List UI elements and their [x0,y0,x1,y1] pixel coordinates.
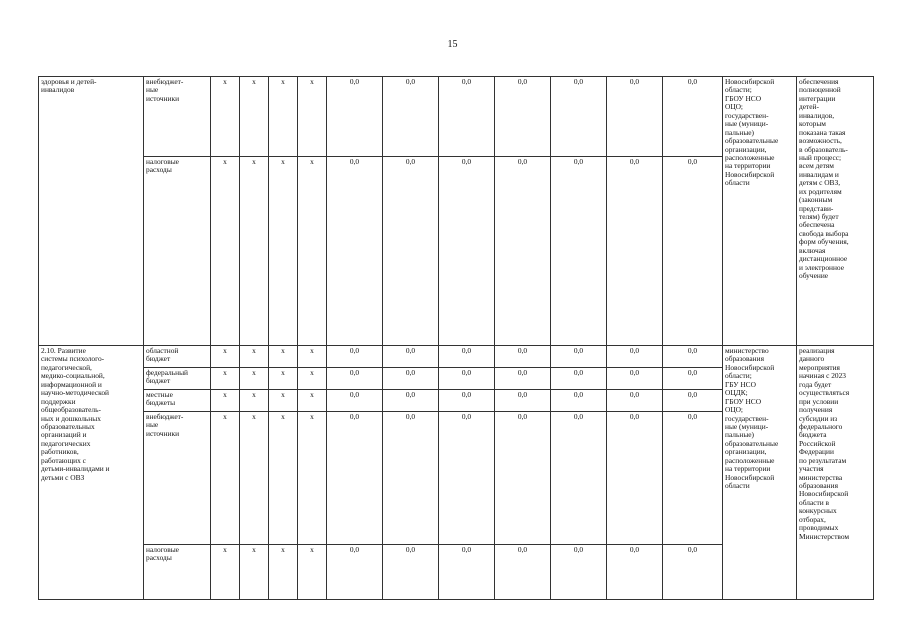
placeholder-cell: х [240,412,269,545]
value-cell: 0,0 [663,412,723,545]
placeholder-cell: х [211,390,240,412]
value-cell: 0,0 [663,390,723,412]
value-cell: 0,0 [495,157,551,346]
value-cell: 0,0 [327,368,383,390]
funding-source-cell: местные бюджеты [144,390,211,412]
placeholder-cell: х [240,346,269,368]
placeholder-cell: х [298,412,327,545]
value-cell: 0,0 [383,412,439,545]
value-cell: 0,0 [607,412,663,545]
expected-result-cell: обеспечения полноценной интеграции детей- инвалидов, которым показана такая возможность, в образователь- ный процесс; всем детям инвалидам и детям с ОВЗ, их родителям (законным представи- телям) будет обеспечена свобода выбора форм обучения, включая дистанционное и электронное обучение [797,77,874,346]
value-cell: 0,0 [439,346,495,368]
value-cell: 0,0 [439,545,495,600]
value-cell: 0,0 [327,390,383,412]
value-cell: 0,0 [383,346,439,368]
table-row [39,77,874,157]
page-number: 15 [447,39,458,50]
executors-cell: министерство образования Новосибирской области; ГБУ НСО ОЦДК; ГБОУ НСО ОЦО; государствен- ные (муници- пальные) образовательные организации, расположенные на территории Новосибирской области [723,346,797,600]
value-cell: 0,0 [663,157,723,346]
value-cell: 0,0 [607,346,663,368]
placeholder-cell: х [269,368,298,390]
value-cell: 0,0 [327,346,383,368]
placeholder-cell: х [298,346,327,368]
placeholder-cell: х [269,412,298,545]
value-cell: 0,0 [383,157,439,346]
funding-source-cell: внебюджет- ные источники [144,77,211,157]
value-cell: 0,0 [551,412,607,545]
executors-cell: Новосибирской области; ГБОУ НСО ОЦО; государствен- ные (муници- пальные) образовательные организации, расположенные на территории Новосибирской области [723,77,797,346]
value-cell: 0,0 [383,390,439,412]
placeholder-cell: х [269,545,298,600]
value-cell: 0,0 [663,368,723,390]
placeholder-cell: х [269,77,298,157]
value-cell: 0,0 [327,545,383,600]
activity-name-cell: здоровья и детей- инвалидов [39,77,144,346]
funding-source-cell: федеральный бюджет [144,368,211,390]
placeholder-cell: х [211,545,240,600]
funding-source-cell: налоговые расходы [144,157,211,346]
value-cell: 0,0 [551,390,607,412]
funding-source-cell: налоговые расходы [144,545,211,600]
program-table [38,76,874,600]
value-cell: 0,0 [495,77,551,157]
placeholder-cell: х [269,390,298,412]
placeholder-cell: х [240,545,269,600]
placeholder-cell: х [298,390,327,412]
value-cell: 0,0 [551,157,607,346]
placeholder-cell: х [211,77,240,157]
placeholder-cell: х [269,346,298,368]
value-cell: 0,0 [327,412,383,545]
value-cell: 0,0 [383,368,439,390]
value-cell: 0,0 [663,346,723,368]
value-cell: 0,0 [327,157,383,346]
expected-result-cell: реализация данного мероприятия начиная с 2023 года будет осуществляться при условии получения субсидии из федерального бюджета Российской Федерации по результатам участия министерства образования Новосибирской области в конкурсных отборах, проводимых Министерством [797,346,874,600]
value-cell: 0,0 [439,390,495,412]
placeholder-cell: х [298,545,327,600]
placeholder-cell: х [240,77,269,157]
value-cell: 0,0 [495,545,551,600]
table-row [39,346,874,368]
value-cell: 0,0 [607,77,663,157]
value-cell: 0,0 [607,390,663,412]
value-cell: 0,0 [607,368,663,390]
value-cell: 0,0 [663,77,723,157]
funding-source-cell: внебюджет- ные источники [144,412,211,545]
value-cell: 0,0 [383,545,439,600]
value-cell: 0,0 [607,545,663,600]
placeholder-cell: х [211,368,240,390]
placeholder-cell: х [211,412,240,545]
value-cell: 0,0 [551,77,607,157]
value-cell: 0,0 [495,346,551,368]
value-cell: 0,0 [439,157,495,346]
placeholder-cell: х [269,157,298,346]
value-cell: 0,0 [663,545,723,600]
placeholder-cell: х [240,390,269,412]
value-cell: 0,0 [495,390,551,412]
placeholder-cell: х [240,368,269,390]
value-cell: 0,0 [551,368,607,390]
placeholder-cell: х [298,368,327,390]
placeholder-cell: х [211,157,240,346]
value-cell: 0,0 [327,77,383,157]
value-cell: 0,0 [607,157,663,346]
value-cell: 0,0 [551,346,607,368]
placeholder-cell: х [298,77,327,157]
value-cell: 0,0 [439,368,495,390]
value-cell: 0,0 [439,412,495,545]
placeholder-cell: х [211,346,240,368]
placeholder-cell: х [240,157,269,346]
placeholder-cell: х [298,157,327,346]
activity-name-cell: 2.10. Развитие системы психолого- педагогической, медико-социальной, информационной и научно-методической поддержки общеобразователь- ных и дошкольных образовательных организаций и педагогических работников, работающих с детьми-инвалидами и детьми с ОВЗ [39,346,144,600]
value-cell: 0,0 [439,77,495,157]
value-cell: 0,0 [495,368,551,390]
funding-source-cell: областной бюджет [144,346,211,368]
value-cell: 0,0 [495,412,551,545]
value-cell: 0,0 [383,77,439,157]
value-cell: 0,0 [551,545,607,600]
